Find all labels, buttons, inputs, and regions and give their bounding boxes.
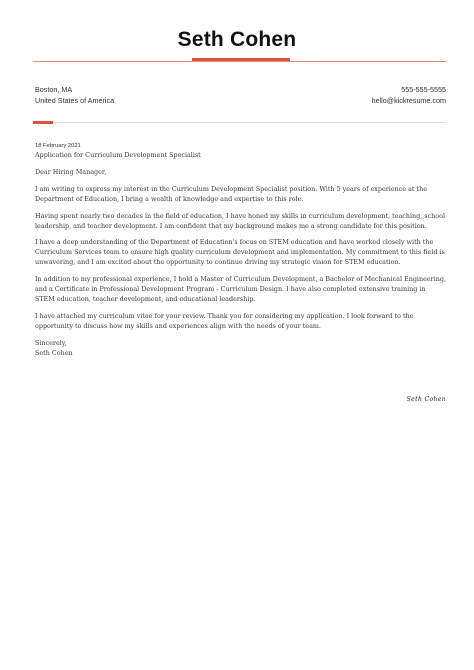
letter-greeting: Dear Hiring Manager,	[35, 167, 107, 176]
letter-closing: Sincerely,	[35, 338, 67, 347]
letter-paragraph: In addition to my professional experience, I hold a Master of Curriculum Development, a Bachelor of Mechanical Engineering, and a Certificate in Professional Development Program - Curriculum Design. I have also completed extensive training in STEM education, teacher development, and educational leadership.	[35, 275, 446, 303]
letter-paragraph: I am writing to express my interest in the Curriculum Development Specialist position. With 5 years of experience at the Department of Education, I bring a wealth of knowledge and expertise to this role.	[35, 184, 427, 203]
email-address: hello@kickresume.com	[371, 95, 446, 105]
address-block	[35, 85, 114, 106]
letter-paragraph: Having spent nearly two decades in the field of education, I have honed my skills in curriculum development, teaching, school leadership, and teacher development. I am confident that my background makes me a strong candidate for this position.	[35, 211, 446, 230]
letter-paragraph: I have a deep understanding of the Department of Education's focus on STEM education and have worked closely with the Curriculum Services team to ensure high quality curriculum development and implementation. My commitment to this field is unwavering, and I am excited about the opportunity to continue driving my strategic vision for STEM education.	[35, 238, 445, 267]
applicant-name-heading: Seth Cohen	[177, 28, 297, 51]
section-divider	[53, 122, 446, 123]
letter-sender-name: Seth Cohen	[35, 348, 73, 357]
address-city: Boston, MA	[35, 85, 73, 94]
letter-paragraph: I have attached my curriculum vitae for your review. Thank you for considering my application. I look forward to the opportunity to discuss how my skills and experiences align with the needs of your team.	[35, 311, 414, 330]
header-divider	[33, 61, 446, 62]
name-accent-underline	[192, 58, 290, 61]
contact-block	[372, 85, 446, 106]
letter-body	[35, 142, 447, 359]
letter-date: 18 February 2021	[35, 143, 81, 149]
address-country: United States of America	[35, 95, 115, 105]
handwritten-signature: Seth Cohen	[406, 396, 446, 403]
letter-subject: Application for Curriculum Development Specialist	[35, 151, 201, 159]
section-accent-bar	[33, 121, 53, 124]
phone-number: 555-555-5555	[401, 85, 446, 94]
